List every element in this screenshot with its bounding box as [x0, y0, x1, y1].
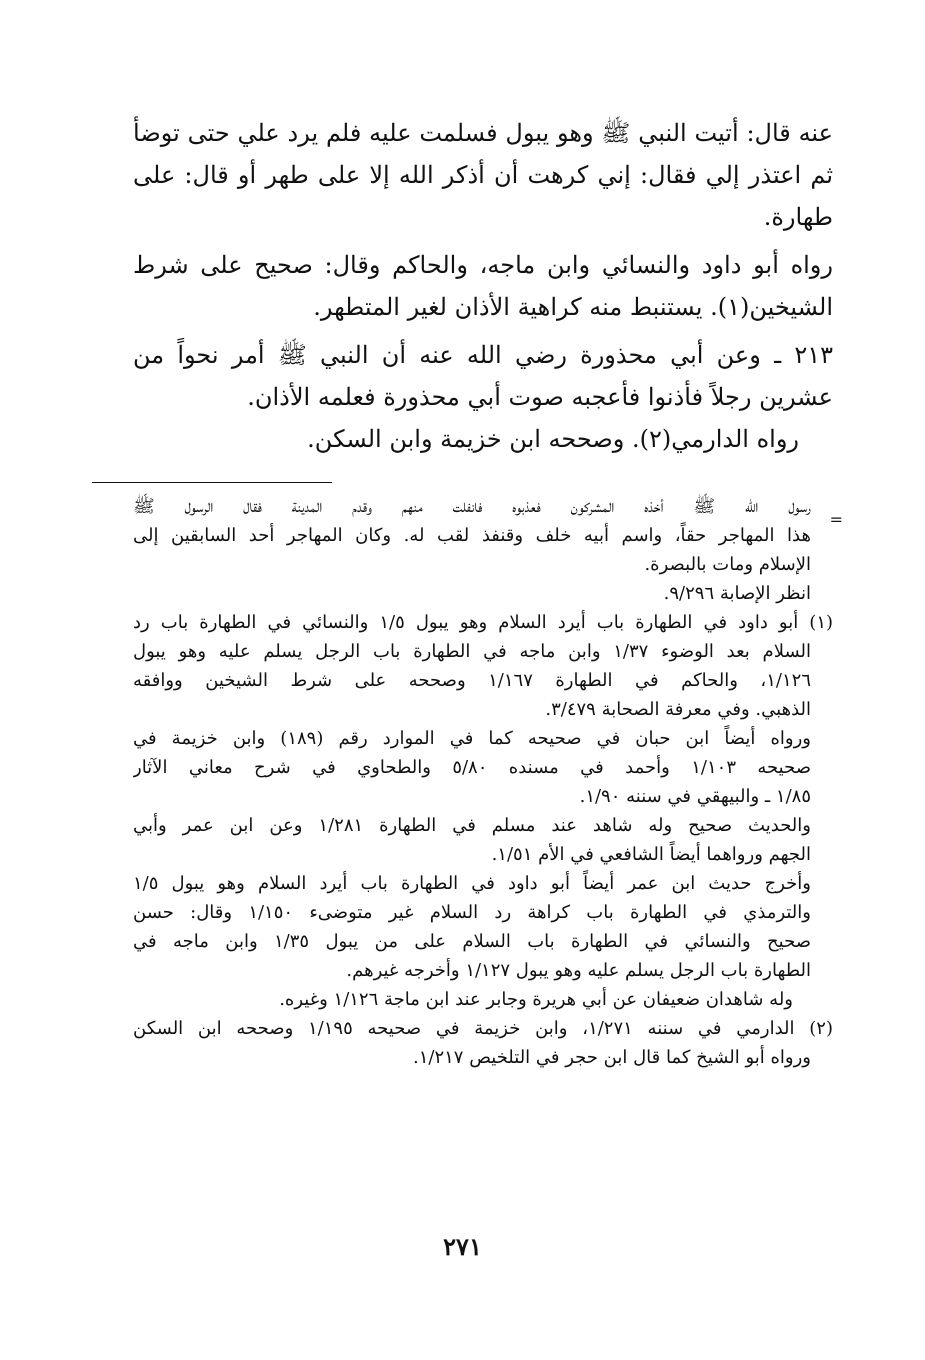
main-line: طهارة.	[763, 203, 833, 231]
main-line: ثم اعتذر إلي فقال: إني كرهت أن أذكر الله إلا على طهر أو قال: على	[133, 161, 833, 189]
footnote-line: انظر الإصابة ٩/٢٩٦.	[663, 583, 811, 604]
footnote-line: صحيحه ١/١٠٣ وأحمد في مسنده ٥/٨٠ والطحاوي في شرح معاني الآثار	[133, 757, 812, 778]
main-line: رواه الدارمي(٢). وصححه ابن خزيمة وابن السكن.	[307, 425, 799, 453]
footnote-line: الطهارة باب الرجل يسلم عليه وهو يبول ١/١٢٧ وأخرجه غيرهم.	[346, 960, 811, 981]
footnote-line: رسول الله ﷺ أخذه المشركون فعذبوه فانفلت منهم وقدم المدينة فقال الرسول ﷺ	[133, 496, 811, 517]
footnote-line: الذهبي. وفي معرفة الصحابة ٣/٤٧٩.	[545, 699, 811, 720]
main-line: رواه أبو داود والنسائي وابن ماجه، والحاكم وقال: صحيح على شرط	[133, 251, 833, 279]
footnote-line: والحديث صحيح وله شاهد عند مسلم في الطهارة ١/٢٨١ وعن ابن عمر وأبي	[133, 815, 811, 836]
footnote-2-line: (٢) الدارمي في سننه ١/٢٧١، وابن خزيمة في صحيحه ١/١٩٥ وصححه ابن السكن	[133, 1018, 833, 1039]
footnote-line: ورواه أيضاً ابن حبان في صحيحه كما في الموارد رقم (١٨٩) وابن خزيمة في	[133, 728, 811, 749]
footnote-line: السلام بعد الوضوء ١/٣٧ وابن ماجه في الطهارة باب الرجل يسلم عليه وهو يبول	[133, 641, 811, 662]
page-number: ٢٧١	[443, 1232, 482, 1261]
footnote-line: الجهم ورواهما أيضاً الشافعي في الأم ١/٥١.	[491, 844, 811, 865]
footnote-line: صحيح والنسائي في الطهارة باب السلام على من يبول ١/٣٥ وابن ماجه في	[133, 931, 811, 952]
footnote-line: ١/٨٥ ـ والبيهقي في سننه ١/٩٠.	[579, 786, 811, 807]
footnote-line: الإسلام ومات بالبصرة.	[644, 554, 811, 575]
footnote-1-line: (١) أبو داود في الطهارة باب أيرد السلام وهو يبول ١/٥ والنسائي في الطهارة باب رد	[133, 612, 833, 633]
hadith-213-line: ٢١٣ ـ وعن أبي محذورة رضي الله عنه أن النبي ﷺ أمر نحواً من	[133, 341, 833, 369]
footnote-divider	[92, 482, 332, 483]
footnotes	[133, 492, 843, 1072]
footnote-line: هذا المهاجر حقاً، واسم أبيه خلف وقنفذ لقب له. وكان المهاجر أحد السابقين إلى	[133, 525, 811, 546]
main-line: عشرين رجلاً فأذنوا فأعجبه صوت أبي محذورة فعلمه الأذان.	[247, 383, 833, 411]
continuation-marker: =	[829, 510, 843, 529]
footnote-line: ١/١٢٦، والحاكم في الطهارة ١/١٦٧ وصححه على شرط الشيخين ووافقه	[133, 670, 811, 691]
footnote-line: والترمذي في الطهارة باب كراهة رد السلام غير متوضىء ١/١٥٠ وقال: حسن	[133, 902, 811, 923]
footnote-line: وله شاهدان ضعيفان عن أبي هريرة وجابر عند ابن ماجة ١/١٢٦ وغيره.	[279, 989, 793, 1010]
footnote-line: وأخرج حديث ابن عمر أيضاً أبو داود في الطهارة باب أيرد السلام وهو يبول ١/٥	[133, 873, 811, 894]
main-line: الشيخين(١). يستنبط منه كراهية الأذان لغير المتطهر.	[313, 293, 833, 321]
main-text	[133, 112, 833, 460]
main-line: عنه قال: أتيت النبي ﷺ وهو يبول فسلمت عليه فلم يرد علي حتى توضأ	[133, 119, 833, 147]
footnote-line: ورواه أبو الشيخ كما قال ابن حجر في التلخيص ١/٢١٧.	[413, 1047, 811, 1068]
